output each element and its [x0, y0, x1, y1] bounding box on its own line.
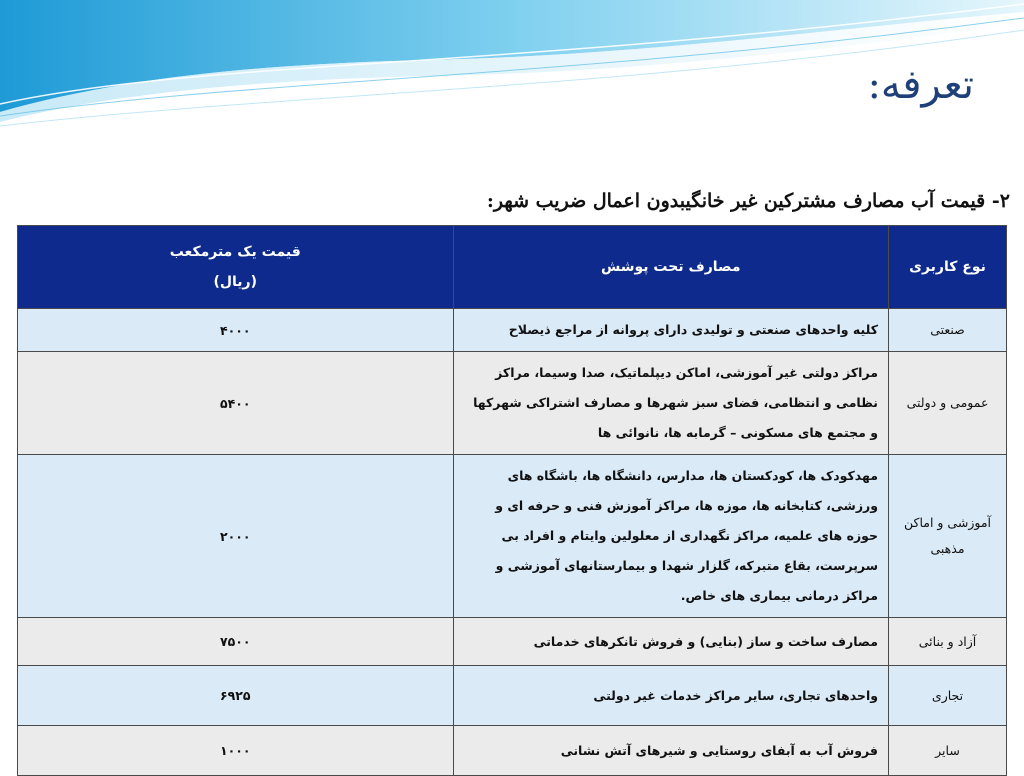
table-subtitle: ۲- قیمت آب مصارف مشترکین غیر خانگیبدون اعمال ضریب شهر:: [486, 190, 1010, 212]
slide-title: تعرفه:: [867, 62, 974, 108]
cell-usage-type: تجاری: [889, 666, 1007, 726]
cell-covered-uses: کلیه واحدهای صنعتی و تولیدی دارای پروانه از مراجع ذیصلاح: [453, 309, 889, 352]
table-row: [18, 309, 1007, 352]
header-price-line1: قیمت یک مترمکعب: [169, 244, 301, 260]
cell-price: ۶۹۲۵: [18, 666, 454, 726]
header-usage-type: نوع کاربری: [889, 226, 1007, 309]
header-price: [18, 226, 454, 309]
table-row: [18, 455, 1007, 618]
cell-covered-uses: مصارف ساخت و ساز (بنایی) و فروش تانکرهای خدماتی: [453, 618, 889, 666]
cell-price: ۷۵۰۰: [18, 618, 454, 666]
cell-covered-uses: فروش آب به آبفای روستایی و شیرهای آتش نشانی: [453, 726, 889, 776]
cell-covered-uses: مهدکودک ها، کودکستان ها، مدارس، دانشگاه ها، باشگاه های ورزشی، کتابخانه ها، موزه ها، مراکز آموزش فنی و حرفه ای و حوزه های علمیه، مراکز نگهداری از معلولین وایتام و افراد بی سرپرست، بقاع متبرکه، گلزار شهدا و بیمارستانهای آموزشی و مراکز درمانی بیماری های خاص.: [453, 455, 889, 618]
cell-price: ۲۰۰۰: [18, 455, 454, 618]
table-row: [18, 726, 1007, 776]
header-covered-uses: مصارف تحت پوشش: [453, 226, 889, 309]
table-row: [18, 618, 1007, 666]
cell-usage-type: آموزشی و اماکن مذهبی: [889, 455, 1007, 618]
cell-usage-type: آزاد و بنائی: [889, 618, 1007, 666]
header-price-line2: (ریال): [213, 274, 258, 290]
cell-usage-type: سایر: [889, 726, 1007, 776]
cell-covered-uses: مراکز دولتی غیر آموزشی، اماکن دیپلماتیک، صدا وسیما، مراکز نظامی و انتظامی، فضای سبز شهرها و مصارف اشتراکی شهرکها و مجتمع های مسکونی – گرمابه ها، نانوائی ها: [453, 352, 889, 455]
cell-price: ۵۴۰۰: [18, 352, 454, 455]
cell-covered-uses: واحدهای تجاری، سایر مراکز خدمات غیر دولتی: [453, 666, 889, 726]
cell-usage-type: صنعتی: [889, 309, 1007, 352]
table-header-row: [18, 226, 1007, 309]
cell-price: ۱۰۰۰: [18, 726, 454, 776]
table-row: [18, 352, 1007, 455]
cell-usage-type: عمومی و دولتی: [889, 352, 1007, 455]
tariff-table: [17, 225, 1007, 776]
table-row: [18, 666, 1007, 726]
cell-price: ۴۰۰۰: [18, 309, 454, 352]
